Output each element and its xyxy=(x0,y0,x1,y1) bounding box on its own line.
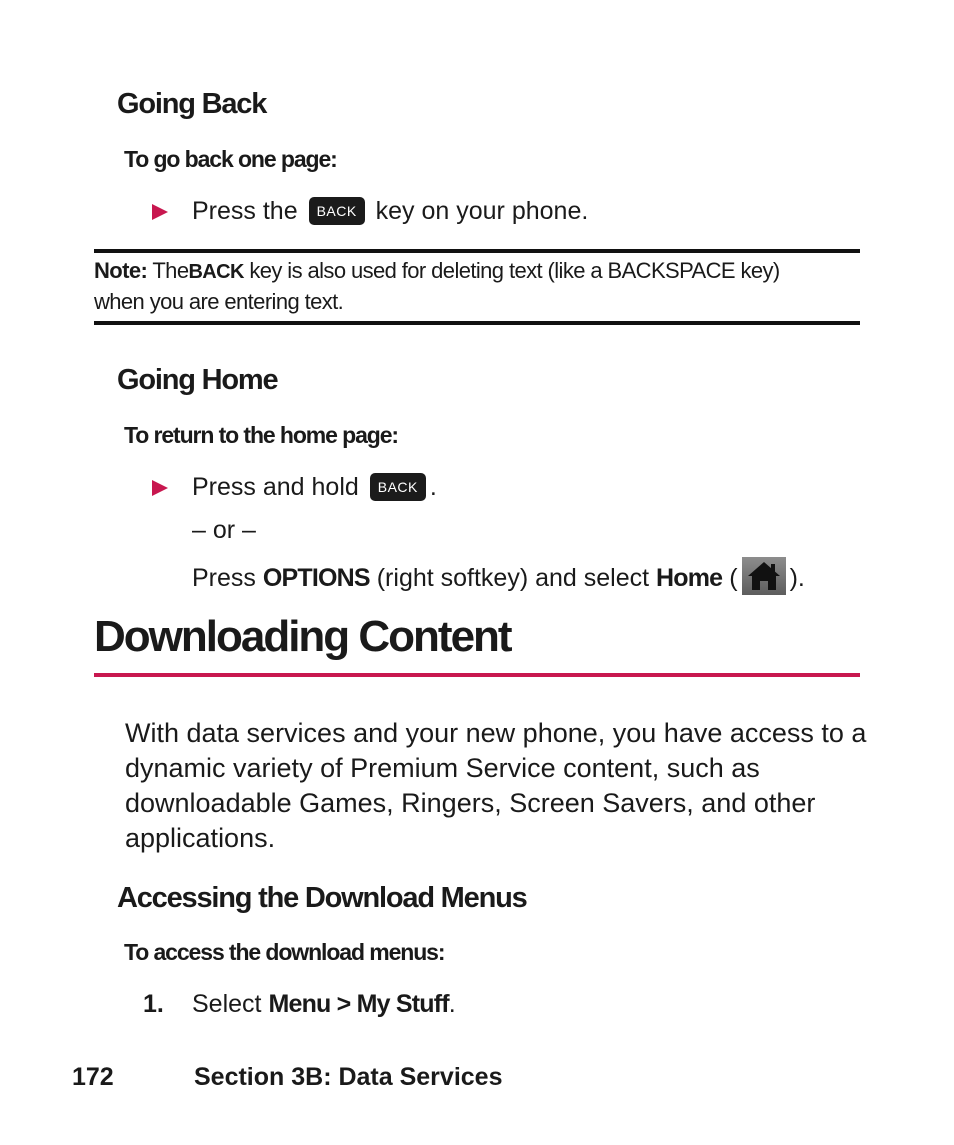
note-text: key is also used for deleting text (like a BACKSPACE key) xyxy=(249,258,780,283)
going-back-heading: Going Back xyxy=(117,88,267,120)
page-number: 172 xyxy=(72,1063,114,1091)
step-text: . xyxy=(448,990,456,1018)
going-back-lead: To go back one page: xyxy=(124,146,337,172)
section-label: Section 3B: Data Services xyxy=(194,1063,503,1091)
accessing-lead: To access the download menus: xyxy=(124,939,445,965)
page-title: Downloading Content xyxy=(94,612,511,661)
going-home-step-1 xyxy=(192,473,437,502)
or-separator: – or – xyxy=(192,516,256,544)
step-text: Press and hold xyxy=(192,473,359,501)
accessing-heading: Accessing the Download Menus xyxy=(117,882,527,914)
going-home-lead: To return to the home page: xyxy=(124,422,398,448)
menu-path: Menu > My Stuff xyxy=(268,990,449,1018)
step-number: 1. xyxy=(143,990,164,1018)
step-text: key on your phone. xyxy=(375,197,589,225)
note-box xyxy=(94,256,780,317)
note-line-2: when you are entering text. xyxy=(94,289,344,314)
title-rule xyxy=(94,673,860,677)
note-text: The xyxy=(152,258,189,283)
step-text: Press xyxy=(192,564,256,592)
home-label: Home xyxy=(656,564,723,592)
going-home-step-2 xyxy=(192,557,805,595)
triangle-right-icon xyxy=(150,202,170,227)
step-text: Select xyxy=(192,990,262,1018)
note-bottom-rule xyxy=(94,321,860,325)
step-text: Press the xyxy=(192,197,298,225)
paragraph-line: downloadable Games, Ringers, Screen Savers, and other xyxy=(125,788,816,818)
home-icon xyxy=(742,557,786,595)
step-text: ). xyxy=(789,564,805,592)
note-line-1 xyxy=(94,256,780,287)
paragraph-line: With data services and your new phone, you have access to a xyxy=(125,718,867,748)
triangle-right-icon xyxy=(150,478,170,503)
accessing-step-1 xyxy=(192,990,456,1019)
options-softkey: OPTIONS xyxy=(262,564,370,592)
back-key: BACK xyxy=(370,473,426,501)
note-key: BACK xyxy=(188,261,244,283)
step-text: ( xyxy=(729,564,738,592)
going-back-step xyxy=(192,197,588,226)
back-key: BACK xyxy=(309,197,365,225)
note-top-rule xyxy=(94,249,860,253)
paragraph-line: dynamic variety of Premium Service content, such as xyxy=(125,753,760,783)
paragraph-line: applications. xyxy=(125,823,276,853)
going-home-heading: Going Home xyxy=(117,364,278,396)
intro-paragraph xyxy=(125,716,866,856)
step-text: . xyxy=(429,473,437,501)
note-label: Note: xyxy=(94,258,148,283)
step-text: (right softkey) and select xyxy=(376,564,650,592)
